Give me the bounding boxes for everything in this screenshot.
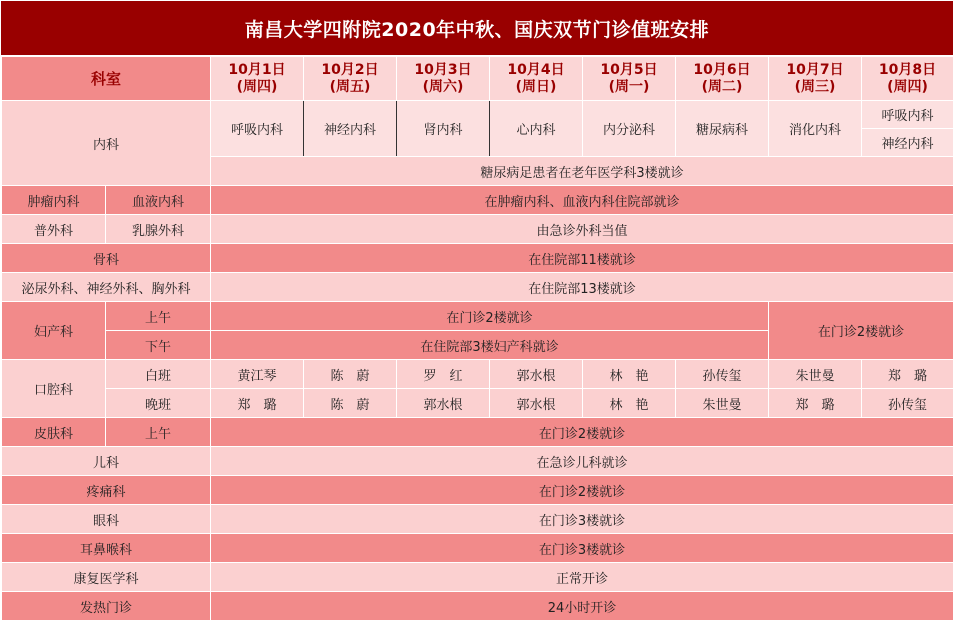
day-header [862, 57, 954, 101]
duty-cell: 孙传玺 [862, 389, 954, 418]
note-cell: 糖尿病足患者在老年医学科3楼就诊 [211, 157, 954, 186]
duty-cell: 朱世曼 [769, 360, 862, 389]
day-date: 10月3日 [414, 61, 472, 78]
note-cell: 在住院部3楼妇产科就诊 [211, 331, 769, 360]
day-date: 10月2日 [321, 61, 379, 78]
dept-cell: 乳腺外科 [106, 215, 211, 244]
note-cell: 在住院部11楼就诊 [211, 244, 954, 273]
table-row [2, 302, 954, 331]
duty-cell: 孙传玺 [676, 360, 769, 389]
duty-cell: 罗 红 [397, 360, 490, 389]
header-row [2, 57, 954, 101]
note-cell: 在门诊2楼就诊 [211, 476, 954, 505]
day-header [583, 57, 676, 101]
day-weekday: (周三) [794, 78, 836, 95]
duty-cell: 黄江琴 [211, 360, 304, 389]
dept-cell: 妇产科 [2, 302, 106, 360]
day-weekday: (周二) [701, 78, 743, 95]
table-row [2, 360, 954, 389]
note-cell: 在门诊2楼就诊 [211, 418, 954, 447]
table-row [2, 534, 954, 563]
day-weekday: (周五) [329, 78, 371, 95]
note-cell: 在住院部13楼就诊 [211, 273, 954, 302]
table-row [2, 418, 954, 447]
day-header [676, 57, 769, 101]
note-cell: 正常开诊 [211, 563, 954, 592]
dept-cell: 康复医学科 [2, 563, 211, 592]
duty-cell: 朱世曼 [676, 389, 769, 418]
table-row [2, 563, 954, 592]
duty-cell: 林 艳 [583, 389, 676, 418]
day-date: 10月4日 [507, 61, 565, 78]
day-header [490, 57, 583, 101]
duty-cell: 陈 蔚 [304, 389, 397, 418]
dept-cell: 骨科 [2, 244, 211, 273]
duty-cell: 郭水根 [490, 389, 583, 418]
duty-cell: 郑 璐 [211, 389, 304, 418]
note-cell: 在急诊儿科就诊 [211, 447, 954, 476]
dept-cell: 普外科 [2, 215, 106, 244]
dept-cell: 疼痛科 [2, 476, 211, 505]
day-header [304, 57, 397, 101]
duty-cell: 内分泌科 [583, 101, 676, 157]
duty-cell: 心内科 [490, 101, 583, 157]
day-weekday: (周一) [608, 78, 650, 95]
note-cell: 在门诊2楼就诊 [211, 302, 769, 331]
dept-cell: 眼科 [2, 505, 211, 534]
day-date: 10月1日 [228, 61, 286, 78]
note-cell: 在肿瘤内科、血液内科住院部就诊 [211, 186, 954, 215]
duty-cell: 郭水根 [397, 389, 490, 418]
duty-cell: 陈 蔚 [304, 360, 397, 389]
table-row [2, 389, 954, 418]
dept-cell: 口腔科 [2, 360, 106, 418]
shift-label: 白班 [106, 360, 211, 389]
day-weekday: (周四) [236, 78, 278, 95]
day-weekday: (周六) [422, 78, 464, 95]
duty-cell: 消化内科 [769, 101, 862, 157]
table-row [2, 447, 954, 476]
day-date: 10月6日 [693, 61, 751, 78]
dept-cell: 皮肤科 [2, 418, 106, 447]
note-cell: 由急诊外科当值 [211, 215, 954, 244]
day-date: 10月8日 [878, 61, 937, 78]
table-row [2, 215, 954, 244]
dept-cell: 泌尿外科、神经外科、胸外科 [2, 273, 211, 302]
duty-cell: 郑 璐 [769, 389, 862, 418]
duty-cell: 神经内科 [304, 101, 397, 157]
dept-cell: 耳鼻喉科 [2, 534, 211, 563]
duty-cell: 肾内科 [397, 101, 490, 157]
duty-cell: 糖尿病科 [676, 101, 769, 157]
duty-cell: 林 艳 [583, 360, 676, 389]
duty-cell: 郑 璐 [862, 360, 954, 389]
day-weekday: (周四) [887, 78, 928, 95]
dept-cell: 内科 [2, 101, 211, 186]
dept-cell: 儿科 [2, 447, 211, 476]
note-cell: 在门诊3楼就诊 [211, 505, 954, 534]
day-header [397, 57, 490, 101]
table-row [2, 273, 954, 302]
day-header [769, 57, 862, 101]
shift-label: 晚班 [106, 389, 211, 418]
table-row [2, 505, 954, 534]
duty-cell: 呼吸内科 [862, 101, 954, 129]
day-weekday: (周日) [515, 78, 557, 95]
dept-cell: 血液内科 [106, 186, 211, 215]
note-cell: 在门诊2楼就诊 [769, 302, 954, 360]
day-date: 10月7日 [786, 61, 844, 78]
page-title: 南昌大学四附院2020年中秋、国庆双节门诊值班安排 [1, 1, 953, 55]
note-cell: 在门诊3楼就诊 [211, 534, 954, 563]
note-cell: 24小时开诊 [211, 592, 954, 621]
duty-cell: 呼吸内科 [211, 101, 304, 157]
duty-cell: 神经内科 [862, 129, 954, 157]
schedule-table [1, 56, 954, 621]
table-row [2, 244, 954, 273]
dept-cell: 发热门诊 [2, 592, 211, 621]
duty-cell: 郭水根 [490, 360, 583, 389]
table-row [2, 101, 954, 129]
dept-header: 科室 [2, 57, 211, 101]
table-row [2, 186, 954, 215]
table-row [2, 592, 954, 621]
table-row [2, 476, 954, 505]
shift-label: 上午 [106, 302, 211, 331]
shift-label: 上午 [106, 418, 211, 447]
day-header [211, 57, 304, 101]
shift-label: 下午 [106, 331, 211, 360]
dept-cell: 肿瘤内科 [2, 186, 106, 215]
day-date: 10月5日 [600, 61, 658, 78]
